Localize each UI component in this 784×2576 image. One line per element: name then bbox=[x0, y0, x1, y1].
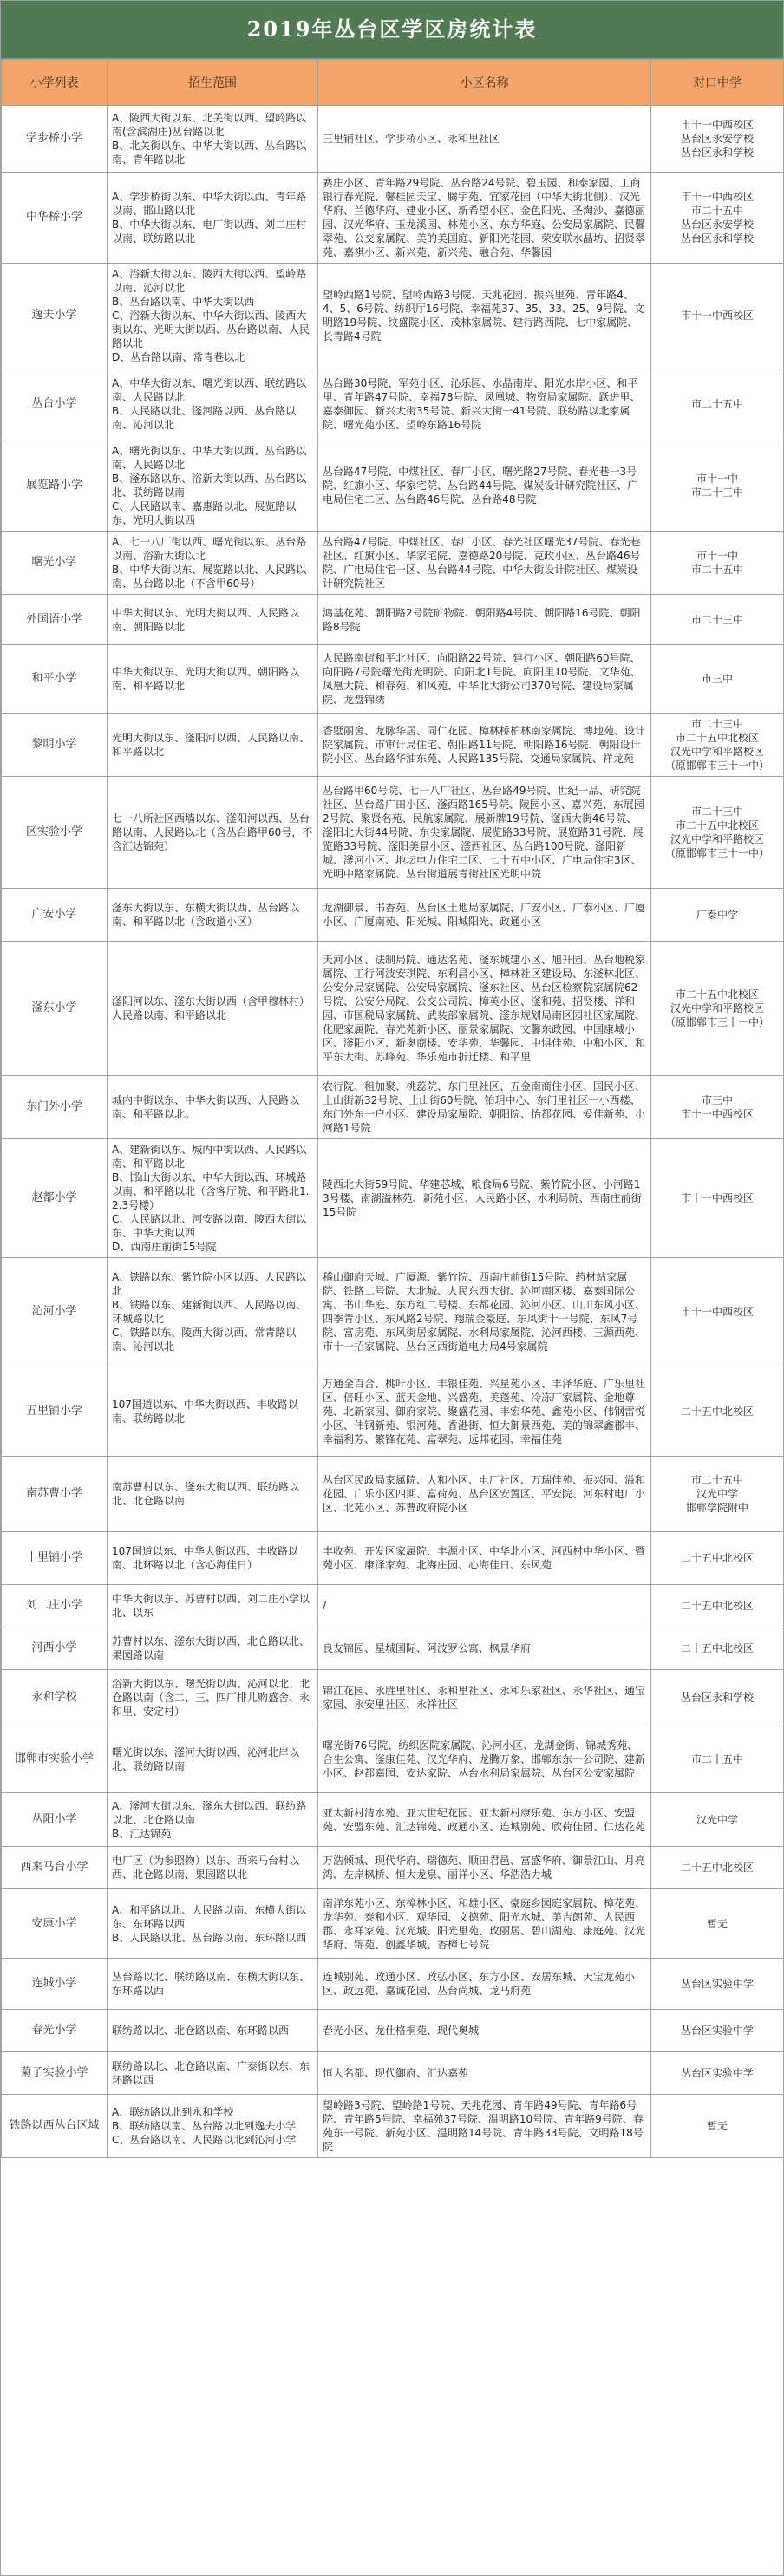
community-names-cell: 鸿基花苑、朝阳路2号院矿物院、朝阳路4号院、朝阳路16号院、朝阳路8号院 bbox=[318, 595, 651, 645]
table-row bbox=[2, 532, 784, 595]
table-row bbox=[2, 1725, 784, 1793]
table-row bbox=[2, 1139, 784, 1258]
enrollment-range-cell: 中华大街以东、光明大街以西、人民路以南、朝阳路以北 bbox=[108, 595, 318, 645]
table-row bbox=[2, 1585, 784, 1627]
enrollment-range-cell: 电厂区（为参照物）以东、西来马台村以西、北仓路以南、果园路以北 bbox=[108, 1847, 318, 1889]
middle-school-cell: 丛台区永和学校 bbox=[651, 1670, 784, 1725]
school-name-cell: 菊子实验小学 bbox=[2, 2052, 108, 2095]
school-name-cell: 沁河小学 bbox=[2, 1258, 108, 1366]
school-name-cell: 南苏曹小学 bbox=[2, 1457, 108, 1532]
school-name-cell: 春光小学 bbox=[2, 2010, 108, 2052]
enrollment-range-cell: A、滏河大街以东、滏东大街以西、联纺路以北、北仓路以南 B、汇达锦苑 bbox=[108, 1793, 318, 1847]
table-row bbox=[2, 777, 784, 889]
community-names-cell: 丛台路30号院、军苑小区、沁乐园、水晶南岸、阳光水岸小区、和平里、青年路47号院、幸福78号院、凤凰城、物资局家属院、跃进里、嘉泰御园、新兴大街35号院、新兴大街一41号院、联纺路以北家属院、曙光苑小区、望岭东路16号院 bbox=[318, 368, 651, 440]
school-name-cell: 刘二庄小学 bbox=[2, 1585, 108, 1627]
table-row bbox=[2, 440, 784, 532]
middle-school-cell: 市十一中西校区 bbox=[651, 1258, 784, 1366]
enrollment-range-cell: 七一八所社区西墙以东、滏阳河以西、丛台路以南、人民路以北（含丛台路甲60号，不含汇达锦苑） bbox=[108, 777, 318, 889]
table-row bbox=[2, 645, 784, 714]
enrollment-range-cell: 光明大街以东、滏阳河以西、人民路以南、和平路以北 bbox=[108, 714, 318, 777]
community-names-cell: 丰收苑、开发区家属院、丰源小区、中华北小区、河西村中华小区、暨苑小区、康泽家苑、北海庄园、心海佳日、东风苑 bbox=[318, 1532, 651, 1585]
table-row bbox=[2, 1258, 784, 1366]
school-name-cell: 逸夫小学 bbox=[2, 264, 108, 368]
enrollment-range-cell: 联纺路以北、北仓路以南、东环路以西 bbox=[108, 2010, 318, 2052]
school-name-cell: 西来马台小学 bbox=[2, 1847, 108, 1889]
middle-school-cell: 市三中 bbox=[651, 645, 784, 714]
table-row bbox=[2, 1670, 784, 1725]
school-name-cell: 丛台小学 bbox=[2, 368, 108, 440]
school-name-cell: 和平小学 bbox=[2, 645, 108, 714]
school-name-cell: 连城小学 bbox=[2, 1959, 108, 2010]
community-names-cell: 望岭路3号院、望岭路1号院、天兆花园、青年路49号院、青年路6号院、青年路5号院、幸福苑37号院、温明路10号院、青年路9号院、春苑东一号院、新苑小区、温明路14号院、青年路33号院、文明路18号院 bbox=[318, 2095, 651, 2158]
enrollment-range-cell: 南苏曹村以东、滏东大街以西、联纺路以北、北仓路以南 bbox=[108, 1457, 318, 1532]
community-names-cell: 三里铺社区、学步桥小区、永和里社区 bbox=[318, 106, 651, 173]
school-name-cell: 河西小学 bbox=[2, 1627, 108, 1670]
enrollment-range-cell: A、浴新大街以东、陵西大街以西、望岭路以南、沁河以北 B、丛台路以南、中华大街以西 C、浴新大街以东、中华大街以西、陵西大街以东、光明大街以西、丛台路以南、人民路以北 D、丛台路以南、常青巷以北 bbox=[108, 264, 318, 368]
community-names-cell: 南洋东苑小区、东樟林小区、和雄小区、豪庭乡园庭家属院、樟花苑、龙华苑、泰和小区、观华园、文德苑、阳光水城、美吉朗苑、人民西郡、永祥家苑、汉光城、阳光里苑、玫丽居、碧山湖苑、康庭苑、汉光华府、锦苑、创鑫华城、香樟七号院 bbox=[318, 1889, 651, 1959]
table-header-row bbox=[2, 60, 784, 106]
middle-school-cell: 市二十五中 汉光中学 邯郸学院附中 bbox=[651, 1457, 784, 1532]
middle-school-cell: 二十五中北校区 bbox=[651, 1627, 784, 1670]
community-names-cell: 赛庄小区、青年路29号院、丛台路24号院、碧玉园、和泰家园、工商银行春光院、馨桂园天宝、腾宇苑、宜家花园（中华大街北侧）、汉光华府、兰德华府、建业小区、新希望小区、金色阳光、圣淘沙、嘉德丽园、汉光华府、玉龙溪园、林苑小区、东方华庭、公安局家属院、民馨翠苑、公交家属院、美的美国庭、新阳光花园、荣安联水晶坊、招贤翠苑、嘉祺小区、新兴苑、新兴苑、融合苑、华馨园 bbox=[318, 173, 651, 264]
table-row bbox=[2, 1847, 784, 1889]
community-names-cell: 龙湖御景、书香苑、丛台区土地局家属院、广安小区、广泰小区、广厦小区、广厦南苑、阳光城、阳城阳光、政通小区 bbox=[318, 889, 651, 942]
enrollment-range-cell: 浴新大街以东、曙光街以西、沁河以北、北仓路以南（含二、三、四厂排儿购盛舍、永和里、安定村） bbox=[108, 1670, 318, 1725]
table-row bbox=[2, 1366, 784, 1457]
community-names-cell: 陵西北大街59号院、华建芯城、粮食局6号院、紫竹院小区、小河路13号楼、南湖溢林苑、新苑小区、人民路小区、水利局院、西南庄前街15号院 bbox=[318, 1139, 651, 1258]
enrollment-range-cell: A、铁路以东、紫竹院小区以西、人民路以北 B、铁路以东、建新街以西、人民路以南、环城路以北 C、铁路以东、陵西大街以西、常青路以南、沁河以北 bbox=[108, 1258, 318, 1366]
middle-school-cell: 市二十三中 bbox=[651, 595, 784, 645]
enrollment-range-cell: A、陵西大街以东、北关街以西、望岭路以南(含滨湖庄)丛台路以北 B、北关街以东、中华大街以西、丛台路以南、青年路以北 bbox=[108, 106, 318, 173]
table-row bbox=[2, 1627, 784, 1670]
header-communities: 小区名称 bbox=[318, 60, 651, 106]
school-name-cell: 展览路小学 bbox=[2, 440, 108, 532]
community-names-cell: 曙光街76号院、纺织医院家属院、沁河小区、龙湖金街、锦城秀苑、合生公寓、滏康佳苑、汉光华府、龙腾万象、邯郸东东一公司院、建新小区、赵都嘉园、安达家院、丛台水利局家属院、丛台区公安家属院 bbox=[318, 1725, 651, 1793]
table-row bbox=[2, 1959, 784, 2010]
school-name-cell: 安康小学 bbox=[2, 1889, 108, 1959]
middle-school-cell: 市十一中西校区 市二十五中 丛台区永安学校 丛台区永和学校 bbox=[651, 173, 784, 264]
middle-school-cell: 市十一中 市二十三中 bbox=[651, 440, 784, 532]
middle-school-cell: 汉光中学 bbox=[651, 1793, 784, 1847]
community-names-cell: 连城别苑、政通小区、政弘小区、东方小区、安居东城、天宝龙苑小区、政远苑、嘉诚花园、丛台尚城、龙马府苑 bbox=[318, 1959, 651, 2010]
table-row bbox=[2, 1793, 784, 1847]
middle-school-cell: 市二十五中北校区 汉光中学和平路校区 （原邯郸市三十一中） bbox=[651, 942, 784, 1076]
school-name-cell: 铁路以西丛台区域 bbox=[2, 2095, 108, 2158]
community-names-cell: 良友锦园、星城国际、阿波罗公寓、枫景华府 bbox=[318, 1627, 651, 1670]
school-name-cell: 十里铺小学 bbox=[2, 1532, 108, 1585]
enrollment-range-cell: A、七一八厂街以西、曙光街以东、丛台路以南、浴新大街以北 B、中华大街以东、展览路以北、人民路以南、丛台路以北（不含甲60号） bbox=[108, 532, 318, 595]
school-name-cell: 学步桥小学 bbox=[2, 106, 108, 173]
middle-school-cell: 广泰中学 bbox=[651, 889, 784, 942]
middle-school-cell: 暂无 bbox=[651, 2095, 784, 2158]
middle-school-cell: 二十五中北校区 bbox=[651, 1847, 784, 1889]
table-row bbox=[2, 1532, 784, 1585]
enrollment-range-cell: 107国道以东、中华大街以西、丰收路以南、联纺路以北 bbox=[108, 1366, 318, 1457]
community-names-cell: 亚太新村清水苑、亚太世纪花园、亚太新村康乐苑、东方小区、安盟苑、安盟东苑、汇达锦苑、政通小区、连城别苑、欣荷佳园、仁达花苑 bbox=[318, 1793, 651, 1847]
middle-school-cell: 市二十五中 bbox=[651, 368, 784, 440]
table-row bbox=[2, 714, 784, 777]
community-names-cell: 丛台区民政局家属院、人和小区、电厂社区、万瑞佳苑、振兴园、溢和花园、广乐小区四期、富荷苑、丛台区安置区、平安院、河东村电厂小区、北苑小区、苏曹政府院小区 bbox=[318, 1457, 651, 1532]
header-range: 招生范围 bbox=[108, 60, 318, 106]
table-row bbox=[2, 368, 784, 440]
header-school: 小学列表 bbox=[2, 60, 108, 106]
enrollment-range-cell: 城内中街以东、中华大街以西、人民路以南、和平路以北。 bbox=[108, 1076, 318, 1139]
school-name-cell: 中华桥小学 bbox=[2, 173, 108, 264]
header-middle-school: 对口中学 bbox=[651, 60, 784, 106]
school-name-cell: 曙光小学 bbox=[2, 532, 108, 595]
enrollment-range-cell: 中华大街以东、光明大街以西、朝阳路以南、和平路以北 bbox=[108, 645, 318, 714]
enrollment-range-cell: A、曙光街以东、中华大街以西、丛台路以南、人民路以北 B、滏东路以东、浴新大街以西、丛台路以北、联纺路以南 C、人民路以南、嘉惠路以北、展览路以东、光明大街以西 bbox=[108, 440, 318, 532]
table-row bbox=[2, 889, 784, 942]
middle-school-cell: 丛台区实验中学 bbox=[651, 2052, 784, 2095]
table-row bbox=[2, 1889, 784, 1959]
school-name-cell: 赵都小学 bbox=[2, 1139, 108, 1258]
community-names-cell: 丛台路47号院、中煤社区、春厂小区、曙光路27号院、春光巷一3号院、红旗小区、华家宅院、丛台路44号院、煤炭设计研究院社区、广电局住宅二区、丛台路46号院、丛台路48号院 bbox=[318, 440, 651, 532]
community-names-cell: 望岭西路1号院、望岭西路3号院、天兆花园、振兴里苑、青年路4、4、5、6号院、纺织厅16号院、幸福苑37、35、33、25、9号院、文明路19号院、纹盛院小区、茂林家属院、建行路西院、七中家属院、长青路4号院 bbox=[318, 264, 651, 368]
middle-school-cell: 二十五中北校区 bbox=[651, 1532, 784, 1585]
enrollment-range-cell: 滏东大街以东、东横大街以西、丛台路以南、和平路以北（含政道小区） bbox=[108, 889, 318, 942]
enrollment-range-cell: A、和平路以北、人民路以南、东横大街以东、东环路以西 B、人民路以北、丛台路以南、东环路以西 bbox=[108, 1889, 318, 1959]
middle-school-cell: 二十五中北校区 bbox=[651, 1366, 784, 1457]
community-names-cell: / bbox=[318, 1585, 651, 1627]
middle-school-cell: 二十五中北校区 bbox=[651, 1585, 784, 1627]
table-row bbox=[2, 2010, 784, 2052]
table-row bbox=[2, 2095, 784, 2158]
community-names-cell: 丛台路甲60号院、七一八厂社区、丛台路49号院、世纪一品、研究院社区、丛台路广田小区、滏西路165号院、陵园小区、嘉兴苑、东展园2号院、聚贤名苑、民航家属院、展新牌19号院、滏西大街46号院、滏阳北大街44号院、东尖家属院、展览路33号院、展览路31号院、展览路33号院、滏阳美景小区、滏西社区、丛台路100号院、滏阳新城、滏河小区、地坛电力住宅二区、七十五中小区、广电局住宅3区、光明中路家属院、丛台街道展青街社区光明中院 bbox=[318, 777, 651, 889]
middle-school-cell: 丛台区实验中学 bbox=[651, 2010, 784, 2052]
table-row bbox=[2, 106, 784, 173]
middle-school-cell: 市十一中西校区 bbox=[651, 1139, 784, 1258]
community-names-cell: 万通金百合、桃叶小区、丰银佳苑、兴星苑小区、丰泽华庭、广乐里社区、倍旺小区、蓝天金地、兴盛苑、美蓬苑、冷冻厂家属院、金地尊苑、北新家园、御府家院、聚盛花园、丰宏华苑、鑫苑小区、伟钢雷悦小区、伟钢新苑、银河苑、香港街、恒大御景西苑、美的锦翠鑫郡丰、幸福利芳、繁锋花苑、富翠苑、远邦花园、幸福佳苑 bbox=[318, 1366, 651, 1457]
middle-school-cell: 市二十三中 市二十五中北校区 汉光中学和平路校区 （原邯郸市三十一中） bbox=[651, 777, 784, 889]
table-row bbox=[2, 264, 784, 368]
middle-school-cell: 市二十五中 bbox=[651, 1725, 784, 1793]
enrollment-range-cell: 中华大街以东、苏曹村以西、刘二庄小学以北、以东 bbox=[108, 1585, 318, 1627]
enrollment-range-cell: 丛台路以北、联纺路以南、东横大街以东、东环路以西 bbox=[108, 1959, 318, 2010]
table-row bbox=[2, 595, 784, 645]
community-names-cell: 稽山御府天城、广厦源、紫竹院、西南庄前街15号院、药材站家属院、铁路二号院、大北城、人民东西大街、沁河南区楼、嘉泰国际公寓、书山华庭、东方红二号楼、东都花园、沁河小区、山川东风小区、四季青小区、东风路2号院、翔瑞金豪庭、东风街十一号院、东风7号院、富房苑、东风街居家属院、水利局家属院、沁河西楼、三源西苑、市十一招家属院、丛台区西街道电力局4号家属院 bbox=[318, 1258, 651, 1366]
school-district-table bbox=[1, 59, 784, 2158]
middle-school-cell: 市十一中西校区 bbox=[651, 264, 784, 368]
table-row bbox=[2, 942, 784, 1076]
community-names-cell: 恒大名都、现代御府、汇达嘉苑 bbox=[318, 2052, 651, 2095]
enrollment-range-cell: 曙光街以东、滏河大街以西、沁河北岸以北、联纺路以南 bbox=[108, 1725, 318, 1793]
community-names-cell: 丛台路47号院、中煤社区、春厂小区、春光社区曙光37号院、春光巷社区、红旗小区、华家宅院、嘉德路20号院、克政小区、丛台路46号院、广电局住宅一区、丛台路44号院、中华大街设计院社区、煤炭设计研究院社区 bbox=[318, 532, 651, 595]
school-name-cell: 五里铺小学 bbox=[2, 1366, 108, 1457]
enrollment-range-cell: 107国道以东、中华大街以西、丰收路以南、北环路以北（含心海佳日） bbox=[108, 1532, 318, 1585]
community-names-cell: 人民路南街和平北社区、向阳路22号院、建行小区、朝阳路60号院、向阳路7号院曙光街光明院、向阳北1号院、向阳里10号院、文华苑、凤凰大院、和春苑、和风苑、中华北大街公司370号院、建设局家属院、龙盘锦绣 bbox=[318, 645, 651, 714]
table-row bbox=[2, 173, 784, 264]
enrollment-range-cell: A、联纺路以北到永和学校 B、联纺路以南、丛台路以北到逸夫小学 C、丛台路以南、人民路以北到沁河小学 bbox=[108, 2095, 318, 2158]
middle-school-cell: 市十一中 市二十五中 bbox=[651, 532, 784, 595]
page-title: 2019年丛台区学区房统计表 bbox=[1, 1, 783, 59]
school-name-cell: 滏东小学 bbox=[2, 942, 108, 1076]
middle-school-cell: 暂无 bbox=[651, 1889, 784, 1959]
school-name-cell: 外国语小学 bbox=[2, 595, 108, 645]
school-name-cell: 东门外小学 bbox=[2, 1076, 108, 1139]
school-name-cell: 邯郸市实验小学 bbox=[2, 1725, 108, 1793]
table-row bbox=[2, 1457, 784, 1532]
middle-school-cell: 丛台区实验中学 bbox=[651, 1959, 784, 2010]
table-row bbox=[2, 1076, 784, 1139]
table-body bbox=[2, 106, 784, 2158]
enrollment-range-cell: A、学步桥街以东、中华大街以西、青年路以南、邯山路以北 B、中华大街以东、电厂街以西、刘二庄村以南、联纺路以北 bbox=[108, 173, 318, 264]
community-names-cell: 香墅丽舍、龙脉华居、同仁花园、樟林桥柏林南家属院、博地苑、设计院家属院、市审计局住宅、朝阳路11号院、朝阳路16号院、朝阳设计院小区、丛台路华油东苑、人民路135号院、交通局家属院、祥龙苑 bbox=[318, 714, 651, 777]
school-name-cell: 区实验小学 bbox=[2, 777, 108, 889]
middle-school-cell: 市二十三中 市二十五中北校区 汉光中学和平路校区 （原邯郸市三十一中） bbox=[651, 714, 784, 777]
enrollment-range-cell: 苏曹村以东、滏东大街以西、北仓路以北、果园路以南 bbox=[108, 1627, 318, 1670]
school-name-cell: 丛阳小学 bbox=[2, 1793, 108, 1847]
enrollment-range-cell: A、建新街以东、城内中街以西、人民路以南、和平路以北 B、邯山大街以东、中华大街以西、环城路以南、和平路以北（含客厅院、和平路北1.2.3号楼） C、人民路以北、河安路以南、陵西大街以东、中华大街以西 D、西南庄前街15号院 bbox=[108, 1139, 318, 1258]
community-names-cell: 天河小区、法制局院、通达名苑、滏东城建小区、旭升园、丛台地税家属院、工行阿波安琪院、东利昌小区、樟林社区建设局、东滏林北区、公安分局家属院、公安局家属院、滏东社区、丛台区检察院家属院62号院、公安分局院、公交公司院、樟英小区、滏和苑、招贤楼、祥和园、市国税局家属院、武装部家属院、滏东规划局南区园社区家属院、化肥家属院、春光苑新小区、丽景家属院、文馨东政园、中国康城小区、滏阳小区、新奥商楼、安华苑、华馨园、中惧佳苑、中和小区、和平东大街、苏峰苑、华乐苑市折迁楼、和平里 bbox=[318, 942, 651, 1076]
enrollment-range-cell: 滏阳河以东、滏东大街以西（含甲穆林村）人民路以南、和平路以北 bbox=[108, 942, 318, 1076]
community-names-cell: 春光小区、龙仕格桐苑、现代奥城 bbox=[318, 2010, 651, 2052]
middle-school-cell: 市三中 市十一中西校区 bbox=[651, 1076, 784, 1139]
school-name-cell: 广安小学 bbox=[2, 889, 108, 942]
community-names-cell: 锦江花园、永胜里社区、永和里社区、永和乐家社区、永华社区、通宝家园、永安里社区、永祥社区 bbox=[318, 1670, 651, 1725]
table-row bbox=[2, 2052, 784, 2095]
middle-school-cell: 市十一中西校区 丛台区永安学校 丛台区永和学校 bbox=[651, 106, 784, 173]
school-name-cell: 永和学校 bbox=[2, 1670, 108, 1725]
enrollment-range-cell: 联纺路以北、北仓路以南、广泰街以东、东环路以西 bbox=[108, 2052, 318, 2095]
community-names-cell: 万浩倾城、现代华府、瑞德苑、顺田君邑、富盛华府、御景江山、月亮湾、左岸枫桥、恒大龙泉、丽祥小区、华浩浩力城 bbox=[318, 1847, 651, 1889]
school-name-cell: 黎明小学 bbox=[2, 714, 108, 777]
enrollment-range-cell: A、中华大街以东、曙光街以西、联纺路以南、人民路以北 B、人民路以北、滏河路以西、丛台路以南、沁河以北 bbox=[108, 368, 318, 440]
community-names-cell: 农行院、租加聚、桃蕊院、东门里社区、五金南商住小区、国民小区、土山街新32号院、土山街60号院、铂玥中心、东门里社区一小西楼、东门外东一户小区、建设局家属院、朝阳院、怡都花园、爱佳新苑、小河路1号院 bbox=[318, 1076, 651, 1139]
